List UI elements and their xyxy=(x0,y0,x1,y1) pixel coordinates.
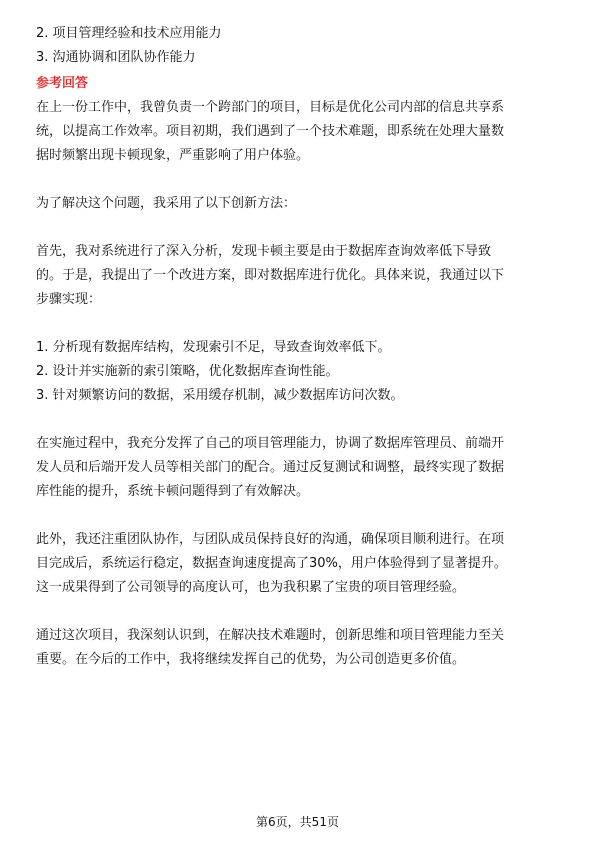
list-item: 3. 沟通协调和团队协作能力 xyxy=(36,50,196,65)
answer-label: 参考回答 xyxy=(36,76,89,91)
paragraph-line: 通过这次项目，我深刻认识到，在解决技术难题时，创新思维和项目管理能力至关 xyxy=(36,628,505,643)
paragraph-line: 在上一份工作中，我曾负责一个跨部门的项目，目标是优化公司内部的信息共享系 xyxy=(36,100,505,115)
step-item: 1. 分析现有数据库结构，发现索引不足，导致查询效率低下。 xyxy=(36,340,391,355)
paragraph-line: 统，以提高工作效率。项目初期，我们遇到了一个技术难题，即系统在处理大量数 xyxy=(36,124,505,139)
paragraph-gap xyxy=(36,600,561,624)
paragraph-gap xyxy=(36,168,561,192)
page-content xyxy=(36,22,561,672)
paragraph-line: 重要。在今后的工作中，我将继续发挥自己的优势，为公司创造更多价值。 xyxy=(36,652,466,667)
paragraph-gap xyxy=(36,216,561,240)
paragraph-line: 在实施过程中，我充分发挥了自己的项目管理能力，协调了数据库管理员、前端开 xyxy=(36,436,505,451)
paragraph-line: 据时频繁出现卡顿现象，严重影响了用户体验。 xyxy=(36,148,310,163)
paragraph-line: 库性能的提升，系统卡顿问题得到了有效解决。 xyxy=(36,484,310,499)
paragraph-line: 发人员和后端开发人员等相关部门的配合。通过反复测试和调整，最终实现了数据 xyxy=(36,460,505,475)
page-number: 第6页，共51页 xyxy=(256,815,339,829)
list-item: 2. 项目管理经验和技术应用能力 xyxy=(36,26,222,41)
paragraph-line: 为了解决这个问题，我采用了以下创新方法： xyxy=(36,196,297,211)
paragraph-line: 此外，我还注重团队协作，与团队成员保持良好的沟通，确保项目顺利进行。在项 xyxy=(36,532,505,547)
paragraph-line: 的。于是，我提出了一个改进方案，即对数据库进行优化。具体来说，我通过以下 xyxy=(36,268,505,283)
paragraph-gap xyxy=(36,408,561,432)
step-item: 2. 设计并实施新的索引策略，优化数据库查询性能。 xyxy=(36,364,339,379)
paragraph-line: 目完成后，系统运行稳定，数据查询速度提高了30%，用户体验得到了显著提升。 xyxy=(36,556,507,571)
paragraph-line: 这一成果得到了公司领导的高度认可，也为我积累了宝贵的项目管理经验。 xyxy=(36,580,466,595)
step-item: 3. 针对频繁访问的数据，采用缓存机制，减少数据库访问次数。 xyxy=(36,388,404,403)
paragraph-line: 步骤实现： xyxy=(36,292,102,307)
paragraph-gap xyxy=(36,504,561,528)
paragraph-gap xyxy=(36,312,561,336)
paragraph-line: 首先，我对系统进行了深入分析，发现卡顿主要是由于数据库查询效率低下导致 xyxy=(36,244,492,259)
